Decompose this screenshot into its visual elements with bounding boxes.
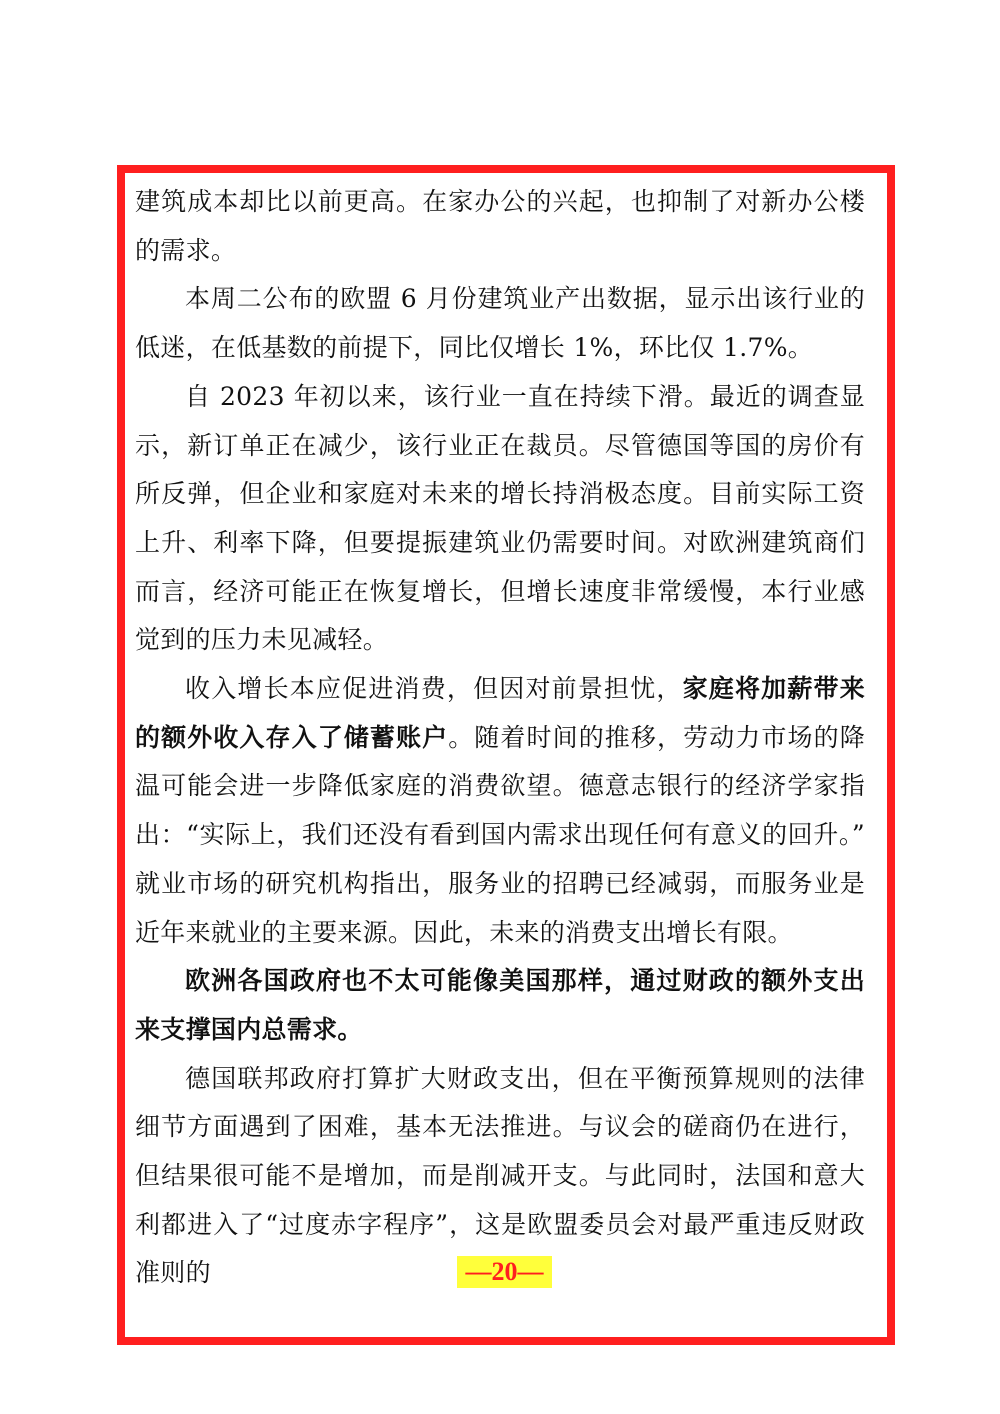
paragraph-text: 建筑成本却比以前更高。在家办公的兴起，也抑制了对新办公楼的需求。 [135,187,865,265]
page-number: —20— [457,1256,552,1288]
paragraph-text: 本周二公布的欧盟 6 月份建筑业产出数据，显示出该行业的低迷，在低基数的前提下，同比仅增长 1%，环比仅 1.7%。 [135,284,865,363]
bold-emphasis-text: 家庭将加薪带来的额外收入存入了储蓄账户 [135,674,866,752]
paragraph [135,178,865,275]
paragraph [135,665,865,957]
paragraph [135,373,865,665]
document-body [135,178,865,1298]
paragraph [135,275,865,372]
paragraph-text: 自 2023 年初以来，该行业一直在持续下滑。最近的调查显示，新订单正在减少，该行业正在裁员。尽管德国等国的房价有所反弹，但企业和家庭对未来的增长持消极态度。目前实际工资上升、利率下降，但要提振建筑业仍需要时间。对欧洲建筑商们而言，经济可能正在恢复增长，但增长速度非常缓慢，本行业感觉到的压力未见减轻。 [135,381,865,655]
paragraph-text: 收入增长本应促进消费，但因对前景担忧， [185,674,683,704]
bold-emphasis-text: 欧洲各国政府也不太可能像美国那样，通过财政的额外支出来支撑国内总需求。 [135,966,865,1044]
paragraph-text: 德国联邦政府打算扩大财政支出，但在平衡预算规则的法律细节方面遇到了困难，基本无法推进。与议会的磋商仍在进行，但结果很可能不是增加，而是削减开支。与此同时，法国和意大利都进入了“过度赤字程序”，这是欧盟委员会对最严重违反财政准则的 [135,1063,865,1288]
bold-paragraph [135,957,865,1054]
paragraph-text: 。随着时间的推移，劳动力市场的降温可能会进一步降低家庭的消费欲望。德意志银行的经济学家指出：“实际上，我们还没有看到国内需求出现任何有意义的回升。” 就业市场的研究机构指出，服务业的招聘已经减弱，而服务业是近年来就业的主要来源。因此，未来的消费支出增长有限。 [135,722,865,947]
